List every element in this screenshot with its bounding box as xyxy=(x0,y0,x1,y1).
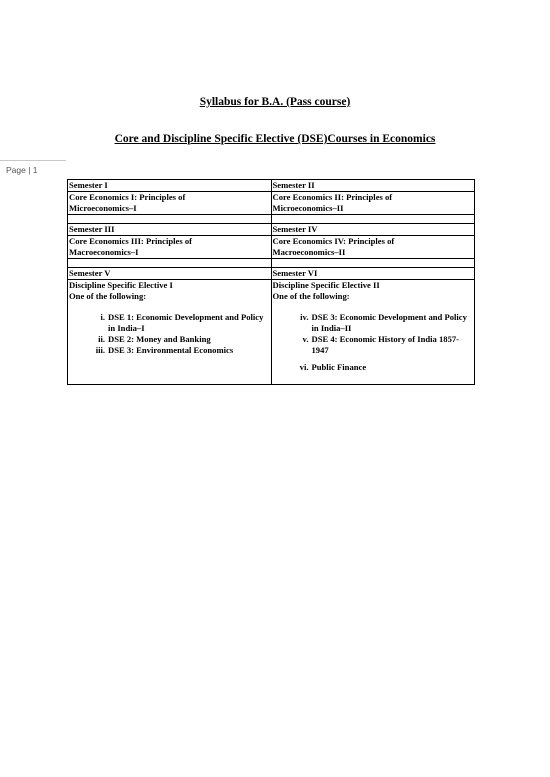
list-item-number: ii. xyxy=(98,334,105,344)
cell-line: Core Economics I: Principles of xyxy=(69,192,186,202)
table-row xyxy=(68,224,475,236)
table-row xyxy=(68,268,475,280)
empty-cell xyxy=(68,215,272,224)
list-item-number: v. xyxy=(302,334,309,344)
semester-3-header: Semester III xyxy=(68,224,272,236)
semester-5-header: Semester V xyxy=(68,268,272,280)
list-item xyxy=(273,334,474,356)
list-item xyxy=(69,312,270,334)
cell-line: Core Economics III: Principles of xyxy=(69,236,193,246)
list-item-number: iii. xyxy=(95,345,105,355)
core-economics-4-cell xyxy=(271,236,475,259)
table-spacer-row xyxy=(68,215,475,224)
empty-cell xyxy=(271,259,475,268)
list-item-text: DSE 4: Economic History of India 1857-1947 xyxy=(311,334,460,355)
page-marker-rule xyxy=(0,160,66,161)
table-row xyxy=(68,236,475,259)
list-item-text: DSE 2: Money and Banking xyxy=(108,334,211,344)
core-economics-1-cell xyxy=(68,192,272,215)
cell-line: Macroeconomics–II xyxy=(272,247,346,257)
cell-line: Core Economics IV: Principles of xyxy=(272,236,395,246)
dse-1-heading: Discipline Specific Elective I xyxy=(69,280,173,290)
dse-2-cell xyxy=(271,280,475,385)
list-item xyxy=(273,362,474,373)
dse-2-options xyxy=(273,312,474,373)
page-marker xyxy=(0,160,66,180)
dse-1-cell xyxy=(68,280,272,385)
dse-2-intro: One of the following: xyxy=(272,291,350,301)
list-item-number: iv. xyxy=(300,312,309,322)
dse-1-options xyxy=(69,312,270,356)
list-item xyxy=(69,345,270,356)
list-item-number: i. xyxy=(100,312,105,322)
core-economics-2-cell xyxy=(271,192,475,215)
core-economics-3-cell xyxy=(68,236,272,259)
table-spacer-row xyxy=(68,259,475,268)
list-item-text: Public Finance xyxy=(311,362,367,372)
cell-line: Core Economics II: Principles of xyxy=(272,192,393,202)
list-item-text: DSE 3: Environmental Economics xyxy=(108,345,234,355)
semester-1-header: Semester I xyxy=(68,180,272,192)
list-item-number: vi. xyxy=(299,362,309,372)
cell-line: Microeconomics–I xyxy=(69,203,137,213)
document-title: Syllabus for B.A. (Pass course) xyxy=(199,96,351,108)
table-row xyxy=(68,192,475,215)
semester-2-header: Semester II xyxy=(271,180,475,192)
empty-cell xyxy=(68,259,272,268)
semester-6-header: Semester VI xyxy=(271,268,475,280)
list-item xyxy=(273,312,474,334)
list-item-text: DSE 1: Economic Development and Policy in India–I xyxy=(108,312,264,333)
empty-cell xyxy=(271,215,475,224)
syllabus-table xyxy=(67,179,475,385)
cell-line: Macroeconomics–I xyxy=(69,247,139,257)
dse-2-heading: Discipline Specific Elective II xyxy=(272,280,380,290)
list-item xyxy=(69,334,270,345)
document-subtitle: Core and Discipline Specific Elective (DSE)Courses in Economics xyxy=(114,133,436,145)
cell-line: Microeconomics–II xyxy=(272,203,344,213)
table-row xyxy=(68,180,475,192)
page-number: Page | 1 xyxy=(6,165,38,175)
dse-1-intro: One of the following: xyxy=(69,291,147,301)
list-item-text: DSE 3: Economic Development and Policy in India–II xyxy=(311,312,467,333)
semester-4-header: Semester IV xyxy=(271,224,475,236)
table-row xyxy=(68,280,475,385)
